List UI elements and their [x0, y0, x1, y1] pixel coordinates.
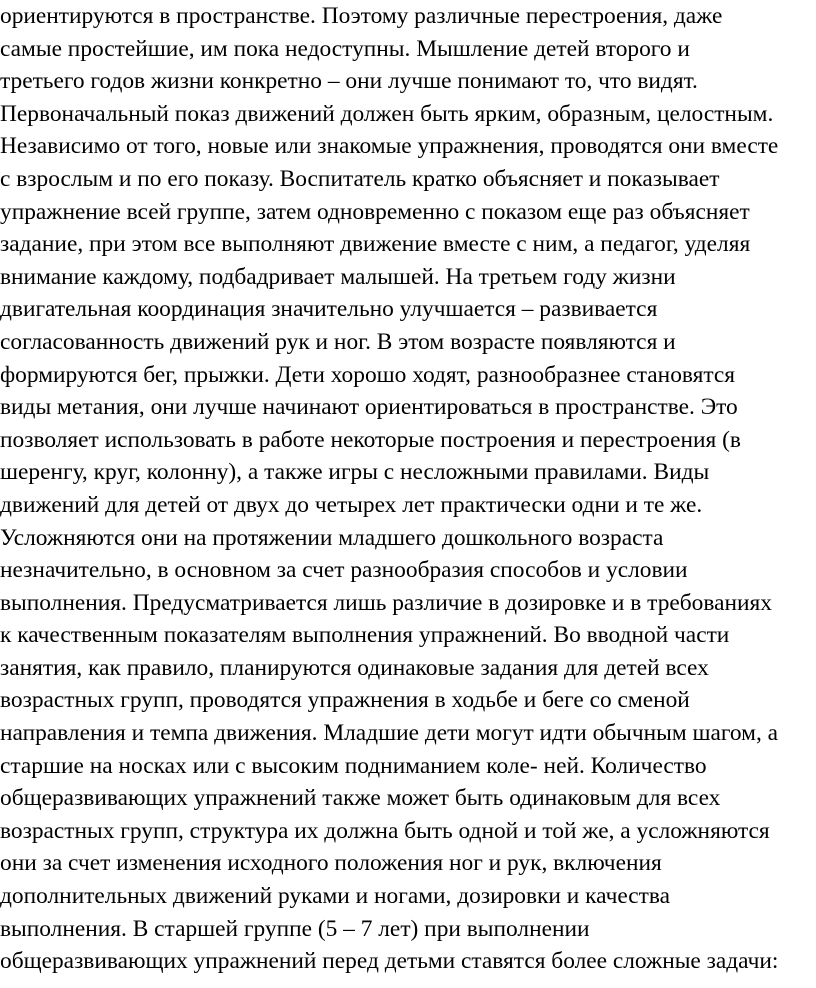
text-line: дополнительных движений руками и ногами, дозировки и качества	[0, 883, 671, 910]
text-line: выполнения. Предусматривается лишь различие в дозировке и в требованиях	[0, 589, 772, 616]
text-line: общеразвивающих упражнений также может быть одинаковым для всех	[0, 785, 721, 812]
text-line: виды метания, они лучше начинают ориентироваться в пространстве. Это	[0, 394, 738, 421]
text-line: позволяет использовать в работе некоторые построения и перестроения (в	[0, 426, 741, 453]
text-line: к качественным показателям выполнения упражнений. Во вводной части	[0, 622, 730, 649]
text-line: занятия, как правило, планируются одинаковые задания для детей всех	[0, 654, 709, 681]
text-line: упражнение всей группе, затем одновременно с показом еще раз объясняет	[0, 198, 750, 225]
text-line: движений для детей от двух до четырех лет практически одни и те же.	[0, 491, 703, 518]
text-line: возрастных групп, проводятся упражнения в ходьбе и беге со сменой	[0, 687, 690, 714]
text-line: незначительно, в основном за счет разнообразия способов и условии	[0, 557, 688, 584]
text-line: самые простейшие, им пока недоступны. Мышление детей второго и	[0, 35, 690, 62]
text-line: выполнения. В старшей группе (5 – 7 лет) при выполнении	[0, 915, 590, 942]
text-line: старшие на носках или с высоким подниманием коле- ней. Количество	[0, 752, 707, 779]
text-line: третьего годов жизни конкретно – они лучше понимают то, что видят.	[0, 68, 698, 95]
text-line: согласованность движений рук и ног. В этом возрасте появляются и	[0, 328, 676, 355]
text-line: Независимо от того, новые или знакомые упражнения, проводятся они вместе	[0, 133, 779, 160]
text-line: общеразвивающих упражнений перед детьми ставятся более сложные задачи:	[0, 948, 779, 975]
text-line: формируются бег, прыжки. Дети хорошо ходят, разнообразнее становятся	[0, 361, 736, 388]
text-line: направления и темпа движения. Младшие дети могут идти обычным шагом, а	[0, 720, 779, 747]
text-line: Первоначальный показ движений должен быть ярким, образным, целостным.	[0, 100, 774, 127]
text-line: задание, при этом все выполняют движение вместе с ним, а педагог, уделяя	[0, 231, 751, 258]
text-line: с взрослым и по его показу. Воспитатель кратко объясняет и показывает	[0, 165, 720, 192]
text-line: Усложняются они на протяжении младшего дошкольного возраста	[0, 524, 664, 551]
text-line: шеренгу, круг, колонну), а также игры с несложными правилами. Виды	[0, 459, 710, 486]
text-line: двигательная координация значительно улучшается – развивается	[0, 296, 658, 323]
text-line: ориентируются в пространстве. Поэтому различные перестроения, даже	[0, 3, 723, 29]
text-line: возрастных групп, структура их должна быть одной и той же, а усложняются	[0, 817, 770, 844]
text-line: внимание каждому, подбадривает малышей. На третьем году жизни	[0, 263, 676, 290]
text-line: они за счет изменения исходного положения ног и рук, включения	[0, 850, 662, 877]
